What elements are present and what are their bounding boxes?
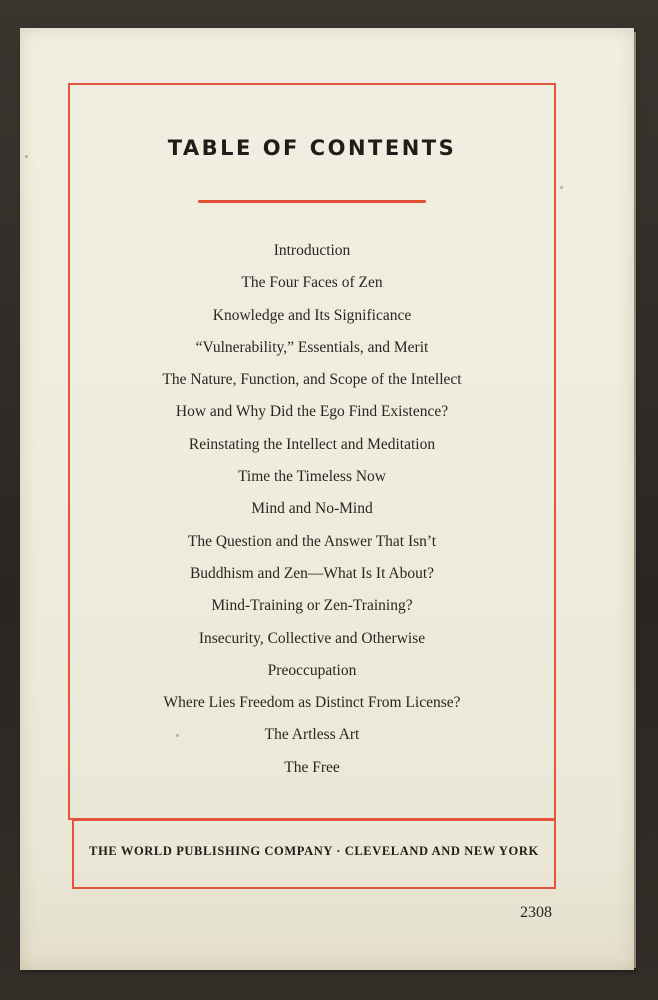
toc-entry: Time the Timeless Now (238, 468, 386, 486)
toc-entry: Mind and No-Mind (251, 500, 373, 518)
toc-entry: The Question and the Answer That Isn’t (187, 532, 437, 550)
table-of-contents-list (70, 235, 554, 784)
catalog-number: 2308 (520, 904, 552, 921)
toc-entry: How and Why Did the Ego Find Existence? (175, 403, 449, 421)
toc-entry: Knowledge and Its Significance (212, 306, 412, 324)
toc-entry: The Nature, Function, and Scope of the Intellect (162, 371, 462, 389)
toc-entry: Mind-Training or Zen-Training? (211, 597, 413, 615)
paper-blemish (25, 155, 28, 158)
toc-entry: The Four Faces of Zen (241, 274, 383, 292)
paper-blemish (176, 734, 179, 737)
toc-entry: The Free (284, 758, 340, 776)
paper-blemish (560, 186, 563, 189)
toc-entry: The Artless Art (264, 726, 360, 744)
page-title: TABLE OF CONTENTS (167, 136, 457, 160)
toc-entry: “Vulnerability,” Essentials, and Merit (195, 338, 429, 356)
title-underline-rule (198, 200, 426, 203)
toc-entry: Preoccupation (267, 661, 357, 679)
publisher-line: THE WORLD PUBLISHING COMPANY · CLEVELAND AND NEW YORK (89, 844, 539, 858)
toc-entry: Introduction (273, 242, 351, 259)
toc-entry: Where Lies Freedom as Distinct From License? (163, 694, 461, 712)
toc-entry: Insecurity, Collective and Otherwise (198, 629, 426, 647)
toc-entry: Reinstating the Intellect and Meditation (188, 435, 436, 453)
toc-entry: Buddhism and Zen—What Is It About? (189, 564, 435, 582)
